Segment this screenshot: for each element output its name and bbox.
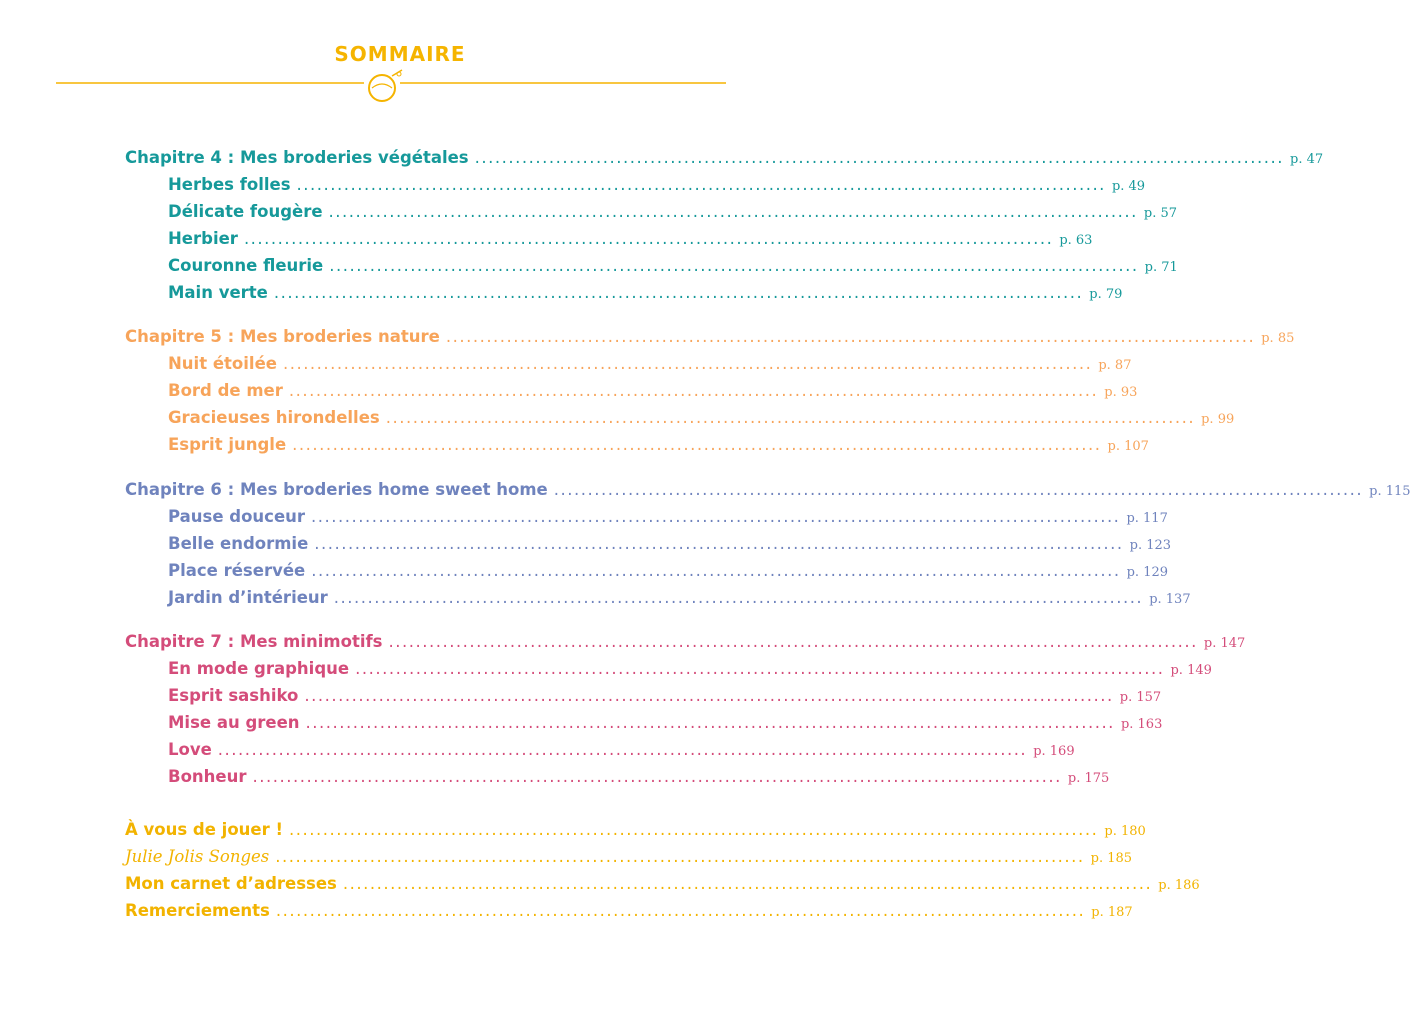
leader-dots: ........................................................................................................................ (342, 874, 1153, 893)
chapter-title: Chapitre 7 : Mes minimotifs (125, 632, 383, 651)
leader-dots: ........................................................................................................................ (311, 561, 1121, 580)
toc-chapter-5[interactable] (125, 325, 1295, 349)
page-number: p. 115 (1369, 484, 1411, 499)
toc-item[interactable] (168, 684, 1162, 708)
toc-item-label: Bonheur (168, 767, 247, 786)
toc-item-label: Pause douceur (168, 507, 306, 526)
toc-item-label: En mode graphique (168, 659, 350, 678)
leader-dots: ........................................................................................................................ (292, 435, 1102, 454)
toc-item-label: Jardin d’intérieur (168, 588, 328, 607)
toc-item[interactable] (168, 657, 1212, 681)
page-number: p. 163 (1120, 717, 1163, 732)
toc-item[interactable] (168, 532, 1172, 556)
toc-item-label: Belle endormie (168, 534, 309, 553)
page-number: p. 123 (1129, 538, 1172, 553)
leader-dots: ........................................................................................................................ (275, 847, 1085, 866)
leader-dots: ........................................................................................................................ (282, 354, 1093, 373)
embroidery-hoop-divider-icon (56, 70, 726, 106)
page-title: SOMMAIRE (334, 42, 466, 66)
page-number: p. 175 (1067, 771, 1110, 786)
page-number: p. 57 (1143, 206, 1178, 221)
toc-item[interactable] (168, 227, 1093, 251)
toc-item[interactable] (168, 200, 1178, 224)
page-number: p. 107 (1107, 439, 1149, 454)
leader-dots: ........................................................................................................................ (355, 659, 1165, 678)
toc-item-label: Herbier (168, 229, 238, 248)
page-number: p. 85 (1261, 331, 1295, 346)
toc-item-label: Délicate fougère (168, 202, 323, 221)
toc-item-label: Mon carnet d’adresses (125, 874, 337, 893)
author-signature: Julie Jolis Songes (125, 847, 270, 866)
page-number: p. 87 (1098, 358, 1132, 373)
toc-item-label: Nuit étoilée (168, 354, 277, 373)
toc-item-label: Herbes folles (168, 175, 291, 194)
toc-item-label: Couronne fleurie (168, 256, 324, 275)
toc-item-label: Gracieuses hirondelles (168, 408, 380, 427)
leader-dots: ........................................................................................................................ (275, 901, 1086, 920)
page-number: p. 71 (1144, 260, 1178, 275)
page-number: p. 129 (1126, 565, 1169, 580)
toc-item[interactable] (168, 281, 1123, 305)
page-number: p. 186 (1158, 878, 1200, 893)
page-number: p. 169 (1033, 744, 1075, 759)
leader-dots: ........................................................................................................................ (474, 148, 1285, 167)
toc-extra-author[interactable] (125, 845, 1133, 869)
chapter-title: Chapitre 5 : Mes broderies nature (125, 327, 440, 346)
toc-item-label: Main verte (168, 283, 268, 302)
leader-dots: ........................................................................................................................ (328, 202, 1138, 221)
toc-item-label: Mise au green (168, 713, 300, 732)
page-number: p. 147 (1203, 636, 1246, 651)
toc-item[interactable] (168, 559, 1169, 583)
page-number: p. 187 (1091, 905, 1133, 920)
toc-item-label: À vous de jouer ! (125, 820, 283, 839)
page-number: p. 137 (1149, 592, 1191, 607)
page-number: p. 47 (1290, 152, 1324, 167)
leader-dots: ........................................................................................................................ (553, 480, 1364, 499)
toc-item-label: Place réservée (168, 561, 306, 580)
leader-dots: ........................................................................................................................ (217, 740, 1028, 759)
leader-dots: ........................................................................................................................ (243, 229, 1054, 248)
toc-chapter-7[interactable] (125, 630, 1246, 654)
toc-item[interactable] (168, 406, 1235, 430)
toc-item-label: Esprit sashiko (168, 686, 299, 705)
toc-item[interactable] (168, 711, 1163, 735)
leader-dots: ........................................................................................................................ (296, 175, 1106, 194)
page-number: p. 185 (1090, 851, 1133, 866)
leader-dots: ........................................................................................................................ (311, 507, 1121, 526)
page-number: p. 93 (1104, 385, 1138, 400)
leader-dots: ........................................................................................................................ (329, 256, 1139, 275)
chapter-title: Chapitre 4 : Mes broderies végétales (125, 148, 469, 167)
toc-item[interactable] (168, 586, 1191, 610)
toc-item[interactable] (168, 433, 1149, 457)
chapter-title: Chapitre 6 : Mes broderies home sweet home (125, 480, 548, 499)
leader-dots: ........................................................................................................................ (385, 408, 1196, 427)
page-number: p. 180 (1104, 824, 1146, 839)
page-number: p. 49 (1111, 179, 1146, 194)
page-number: p. 149 (1170, 663, 1212, 678)
toc-item[interactable] (168, 254, 1178, 278)
leader-dots: ........................................................................................................................ (273, 283, 1084, 302)
toc-item-label: Love (168, 740, 212, 759)
toc-item[interactable] (168, 173, 1146, 197)
toc-extra-thanks[interactable] (125, 899, 1133, 923)
leader-dots: ........................................................................................................................ (304, 686, 1114, 705)
page-number: p. 79 (1089, 287, 1123, 302)
toc-item[interactable] (168, 765, 1110, 789)
leader-dots: ........................................................................................................................ (305, 713, 1115, 732)
toc-chapter-6[interactable] (125, 478, 1411, 502)
page-number: p. 157 (1119, 690, 1162, 705)
leader-dots: ........................................................................................................................ (314, 534, 1124, 553)
leader-dots: ........................................................................................................................ (333, 588, 1144, 607)
toc-item-label: Remerciements (125, 901, 270, 920)
toc-item[interactable] (168, 738, 1075, 762)
leader-dots: ........................................................................................................................ (289, 820, 1099, 839)
toc-item-label: Esprit jungle (168, 435, 287, 454)
page-number: p. 63 (1059, 233, 1093, 248)
toc-item-label: Bord de mer (168, 381, 283, 400)
toc-item[interactable] (168, 505, 1168, 529)
toc-chapter-4[interactable] (125, 146, 1324, 170)
leader-dots: ........................................................................................................................ (252, 767, 1062, 786)
toc-extra-play[interactable] (125, 818, 1146, 842)
toc-item[interactable] (168, 379, 1138, 403)
leader-dots: ........................................................................................................................ (388, 632, 1198, 651)
page-number: p. 99 (1201, 412, 1235, 427)
leader-dots: ........................................................................................................................ (445, 327, 1256, 346)
toc-extra-addresses[interactable] (125, 872, 1200, 896)
page-number: p. 117 (1126, 511, 1168, 526)
leader-dots: ........................................................................................................................ (288, 381, 1099, 400)
toc-item[interactable] (168, 352, 1132, 376)
